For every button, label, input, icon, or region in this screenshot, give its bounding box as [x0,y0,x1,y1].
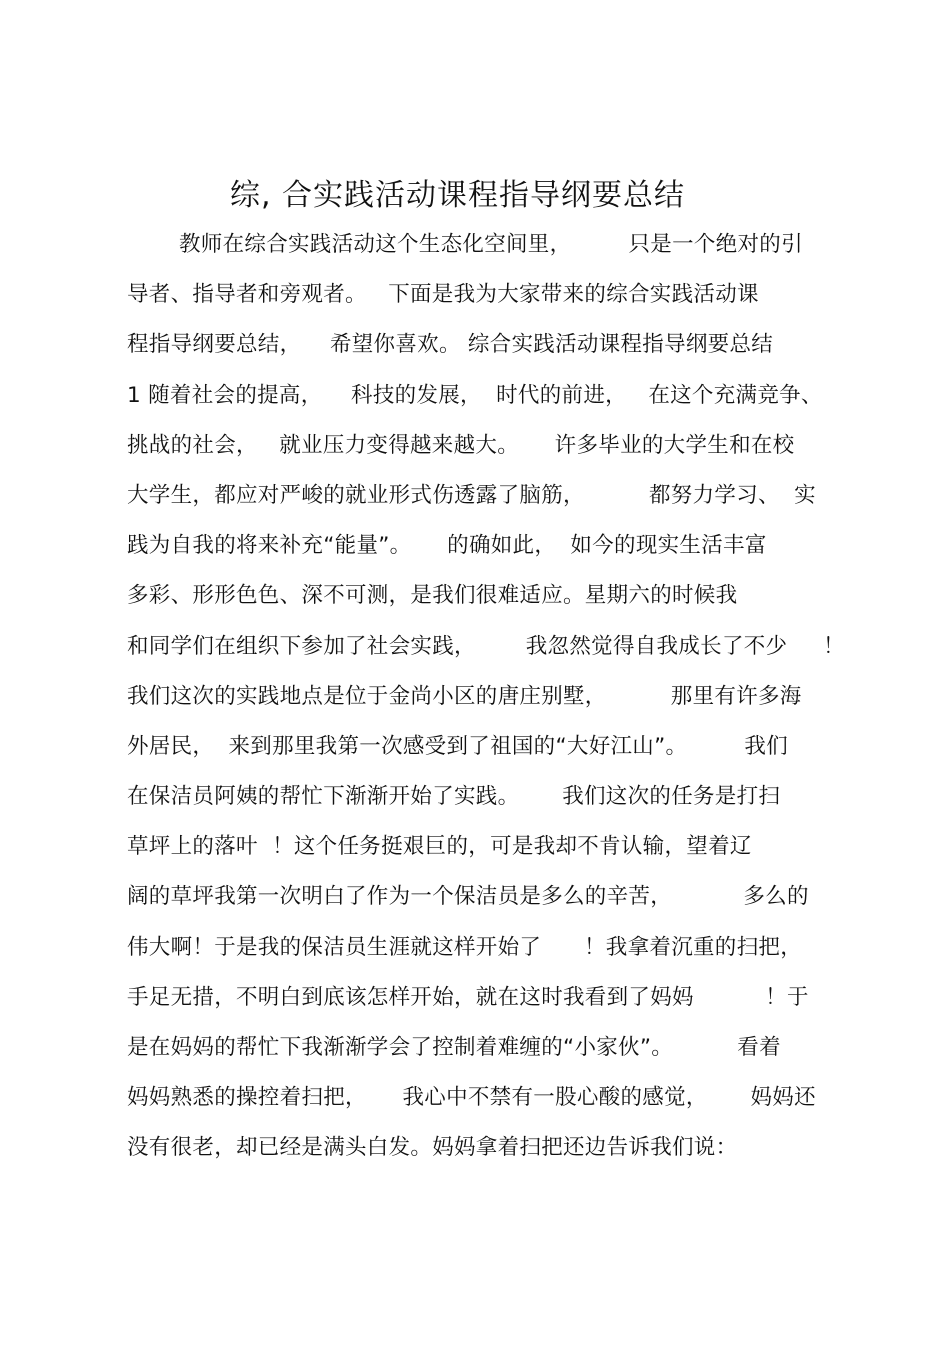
body-line: 大学生，都应对严峻的就业形式伤透露了脑筋， 都努力学习、 实 [127,482,816,508]
body-line: 在保洁员阿姨的帮忙下渐渐开始了实践。 我们这次的任务是打扫 [127,784,781,810]
body-line: 导者、指导者和旁观者。 下面是我为大家带来的综合实践活动课 [127,282,759,308]
body-line: 草坪上的落叶 ！这个任务挺艰巨的，可是我却不肯认输，望着辽 [127,834,752,860]
body-line: 1 随着社会的提高， 科技的发展， 时代的前进， 在这个充满竞争、 [127,382,823,408]
body-line: 外居民， 来到那里我第一次感受到了祖国的“大好江山”。 我们 [127,733,789,759]
body-line: 妈妈熟悉的操控着扫把， 我心中不禁有一股心酸的感觉， 妈妈还 [127,1085,816,1111]
body-line: 挑战的社会， 就业压力变得越来越大。 许多毕业的大学生和在校 [127,432,795,458]
document-title: 综, 合实践活动课程指导纲要总结 [229,178,686,213]
body-line: 没有很老，却已经是满头白发。妈妈拿着扫把还边告诉我们说： [127,1135,738,1161]
body-line: 教师在综合实践活动这个生态化空间里， 只是一个绝对的引 [179,232,803,257]
body-line: 我们这次的实践地点是位于金尚小区的唐庄别墅， 那里有许多海 [127,683,802,709]
body-line: 多彩、形形色色、深不可测，是我们很难适应。星期六的时候我 [127,583,738,609]
body-line: 伟大啊！于是我的保洁员生涯就这样开始了 ！我拿着沉重的扫把， [127,934,803,960]
body-line: 程指导纲要总结， 希望你喜欢。 综合实践活动课程指导纲要总结 [127,332,774,358]
document-body [127,229,847,1183]
body-line: 践为自我的将来补充“能量”。 的确如此， 如今的现实生活丰富 [127,533,767,559]
body-line: 是在妈妈的帮忙下我渐渐学会了控制着难缠的“小家伙”。 看着 [127,1035,781,1060]
body-line: 手足无措，不明白到底该怎样开始，就在这时我看到了妈妈 ！于 [127,984,809,1010]
body-line: 阔的草坪我第一次明白了作为一个保洁员是多么的辛苦， 多么的 [127,884,809,910]
body-line: 和同学们在组织下参加了社会实践， 我忽然觉得自我成长了不少 ！ [127,633,845,659]
